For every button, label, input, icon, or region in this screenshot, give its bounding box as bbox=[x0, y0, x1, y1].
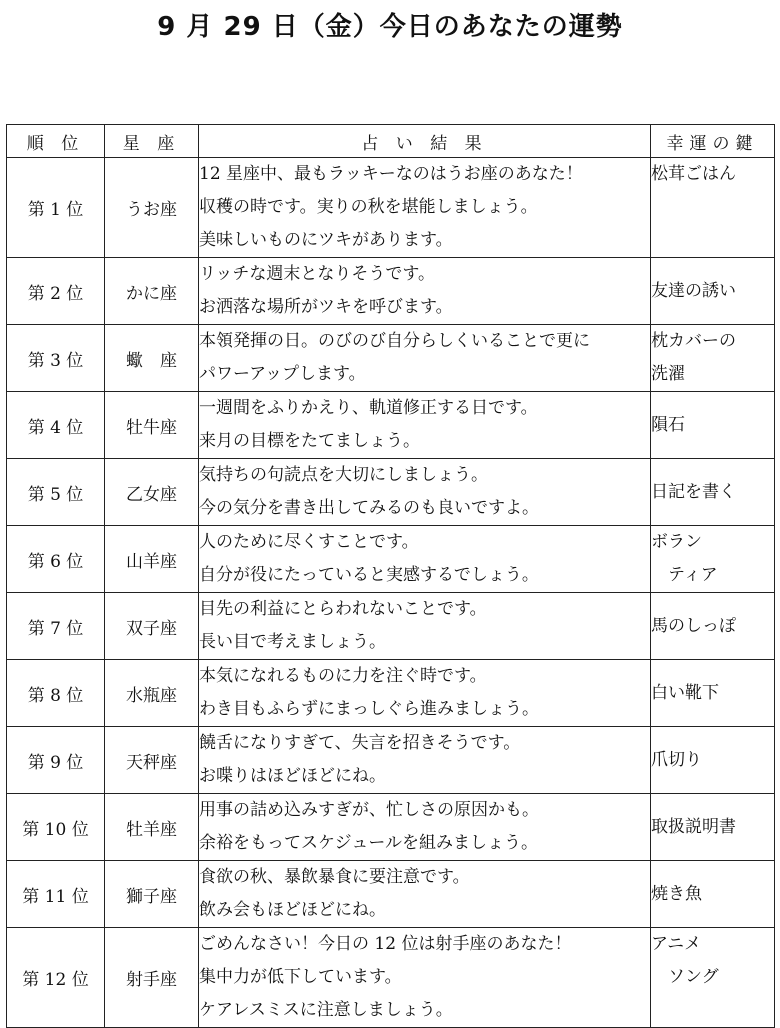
result-line: 12 星座中、最もラッキーなのはうお座のあなた！ bbox=[199, 164, 583, 184]
result-line: 長い目で考えましょう。 bbox=[199, 632, 386, 652]
result-cell bbox=[199, 158, 651, 258]
table-row bbox=[7, 459, 775, 526]
result-cell bbox=[199, 526, 651, 593]
sign-cell: 牡牛座 bbox=[105, 392, 199, 459]
result-line: 美味しいものにツキがあります。 bbox=[199, 230, 453, 250]
result-line: 本領発揮の日。のびのび自分らしくいることで更に bbox=[199, 331, 590, 351]
lucky-line: 爪切り bbox=[651, 749, 702, 770]
result-line: 饒舌になりすぎて、失言を招きそうです。 bbox=[199, 733, 521, 753]
result-line: お洒落な場所がツキを呼びます。 bbox=[199, 297, 453, 317]
result-line: 本気になれるものに力を注ぐ時です。 bbox=[199, 666, 487, 686]
result-line: 集中力が低下しています。 bbox=[199, 967, 402, 987]
result-cell bbox=[199, 392, 651, 459]
lucky-line: 白い靴下 bbox=[651, 682, 719, 703]
page-title: 9 月 29 日（金）今日のあなたの運勢 bbox=[157, 12, 623, 42]
table-row bbox=[7, 158, 775, 258]
rank-cell: 第 7 位 bbox=[7, 593, 105, 660]
result-line: 気持ちの句読点を大切にしましょう。 bbox=[199, 465, 488, 485]
lucky-line: 松茸ごはん bbox=[651, 164, 736, 184]
sign-cell: 蠍 座 bbox=[105, 325, 199, 392]
result-line: ケアレスミスに注意しましょう。 bbox=[199, 1000, 453, 1020]
lucky-line: 洗濯 bbox=[651, 364, 685, 384]
sign-cell: 双子座 bbox=[105, 593, 199, 660]
table-row bbox=[7, 526, 775, 593]
table-row bbox=[7, 258, 775, 325]
lucky-line: 隕石 bbox=[651, 414, 685, 435]
lucky-line: アニメ bbox=[651, 934, 702, 954]
header-lucky: 幸運の鍵 bbox=[651, 125, 775, 158]
lucky-cell bbox=[651, 794, 775, 861]
lucky-cell bbox=[651, 258, 775, 325]
result-cell bbox=[199, 459, 651, 526]
lucky-line: 取扱説明書 bbox=[651, 816, 736, 837]
rank-cell: 第 11 位 bbox=[7, 861, 105, 928]
rank-cell: 第 10 位 bbox=[7, 794, 105, 861]
header-result: 占 い 結 果 bbox=[199, 125, 651, 158]
result-line: 用事の詰め込みすぎが、忙しさの原因かも。 bbox=[199, 800, 539, 820]
result-cell bbox=[199, 258, 651, 325]
sign-cell: 獅子座 bbox=[105, 861, 199, 928]
lucky-line: ボラン bbox=[651, 532, 702, 552]
result-line: 食欲の秋、暴飲暴食に要注意です。 bbox=[199, 867, 470, 887]
sign-cell: 乙女座 bbox=[105, 459, 199, 526]
result-line: 自分が役にたっていると実感するでしょう。 bbox=[199, 565, 539, 585]
lucky-line: ティア bbox=[651, 565, 718, 585]
result-line: 一週間をふりかえり、軌道修正する日です。 bbox=[199, 398, 538, 418]
header-rank: 順 位 bbox=[7, 125, 105, 158]
sign-cell: 山羊座 bbox=[105, 526, 199, 593]
result-cell bbox=[199, 861, 651, 928]
result-line: 来月の目標をたてましょう。 bbox=[199, 431, 420, 451]
sign-cell: 射手座 bbox=[105, 928, 199, 1028]
lucky-cell bbox=[651, 861, 775, 928]
table-row bbox=[7, 727, 775, 794]
rank-cell: 第 12 位 bbox=[7, 928, 105, 1028]
lucky-line: 友達の誘い bbox=[651, 280, 736, 301]
result-line: 収穫の時です。実りの秋を堪能しましょう。 bbox=[199, 197, 538, 217]
lucky-cell bbox=[651, 459, 775, 526]
table-row bbox=[7, 392, 775, 459]
result-cell bbox=[199, 593, 651, 660]
rank-cell: 第 2 位 bbox=[7, 258, 105, 325]
result-cell bbox=[199, 928, 651, 1028]
result-line: 飲み会もほどほどにね。 bbox=[199, 900, 386, 920]
lucky-line: 日記を書く bbox=[651, 481, 736, 502]
lucky-line: 馬のしっぽ bbox=[651, 615, 736, 636]
rank-cell: 第 9 位 bbox=[7, 727, 105, 794]
lucky-cell bbox=[651, 325, 775, 392]
table-row bbox=[7, 861, 775, 928]
table-row bbox=[7, 593, 775, 660]
result-line: お喋りはほどほどにね。 bbox=[199, 766, 386, 786]
table-row bbox=[7, 660, 775, 727]
table-header-row bbox=[7, 125, 775, 158]
result-cell bbox=[199, 794, 651, 861]
result-line: 余裕をもってスケジュールを組みましょう。 bbox=[199, 833, 538, 853]
lucky-cell bbox=[651, 660, 775, 727]
result-line: 目先の利益にとらわれないことです。 bbox=[199, 599, 487, 619]
sign-cell: 天秤座 bbox=[105, 727, 199, 794]
lucky-line: ソング bbox=[651, 967, 719, 987]
result-line: 今の気分を書き出してみるのも良いですよ。 bbox=[199, 498, 539, 518]
lucky-cell bbox=[651, 593, 775, 660]
result-line: ごめんなさい！今日の 12 位は射手座のあなた！ bbox=[199, 934, 572, 954]
lucky-line: 枕カバーの bbox=[651, 331, 736, 351]
result-cell bbox=[199, 727, 651, 794]
result-line: わき目もふらずにまっしぐら進みましょう。 bbox=[199, 699, 539, 719]
lucky-line: 焼き魚 bbox=[651, 883, 702, 904]
sign-cell: 牡羊座 bbox=[105, 794, 199, 861]
lucky-cell bbox=[651, 392, 775, 459]
lucky-cell bbox=[651, 928, 775, 1028]
rank-cell: 第 6 位 bbox=[7, 526, 105, 593]
result-cell bbox=[199, 325, 651, 392]
result-cell bbox=[199, 660, 651, 727]
table-row bbox=[7, 928, 775, 1028]
sign-cell: 水瓶座 bbox=[105, 660, 199, 727]
rank-cell: 第 8 位 bbox=[7, 660, 105, 727]
lucky-cell bbox=[651, 158, 775, 258]
result-line: 人のために尽くすことです。 bbox=[199, 532, 419, 552]
lucky-cell bbox=[651, 727, 775, 794]
result-line: パワーアップします。 bbox=[199, 364, 366, 384]
rank-cell: 第 5 位 bbox=[7, 459, 105, 526]
header-sign: 星 座 bbox=[105, 125, 199, 158]
result-line: リッチな週末となりそうです。 bbox=[199, 264, 435, 284]
fortune-table bbox=[6, 124, 775, 1028]
sign-cell: かに座 bbox=[105, 258, 199, 325]
table-row bbox=[7, 794, 775, 861]
rank-cell: 第 1 位 bbox=[7, 158, 105, 258]
lucky-cell bbox=[651, 526, 775, 593]
table-row bbox=[7, 325, 775, 392]
sign-cell: うお座 bbox=[105, 158, 199, 258]
rank-cell: 第 3 位 bbox=[7, 325, 105, 392]
rank-cell: 第 4 位 bbox=[7, 392, 105, 459]
